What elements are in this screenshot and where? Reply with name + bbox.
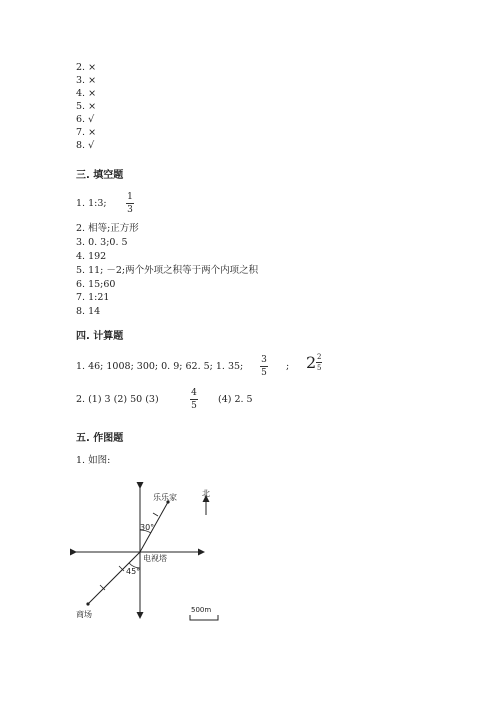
whole-part: 2 [306, 353, 317, 372]
answer-line: 1. 46; 1008; 300; 0. 9; 62. 5; 1. 35; [76, 361, 244, 372]
answer-line: 1. 如图: [76, 455, 111, 466]
scale-bar [190, 615, 218, 620]
answer-line: 6. 15;60 [76, 279, 116, 290]
answer-line: 5. 11; －2;两个外项之积等于两个内项之积 [76, 265, 259, 276]
denominator: 3 [127, 205, 133, 215]
denominator: 5 [261, 368, 267, 378]
numerator: 1 [127, 192, 133, 202]
numerator: 2 [316, 353, 322, 361]
length-tick [153, 513, 158, 516]
label-mall: 商场 [76, 610, 92, 619]
label-angle-45: 45° [126, 567, 141, 576]
answer-line: 7. × [76, 127, 97, 138]
denominator: 5 [316, 364, 322, 372]
answer-line: 4. 192 [76, 251, 107, 262]
section-title: 四. 计算题 [76, 331, 124, 342]
section-title: 三. 填空题 [76, 170, 124, 181]
answer-line: 5. × [76, 101, 97, 112]
answer-line: 8. √ [76, 140, 95, 151]
answer-line: 2. 相等;正方形 [76, 223, 139, 234]
ray-mall [88, 552, 140, 604]
answer-line: 6. √ [76, 114, 95, 125]
answer-line: 2. (1) 3 (2) 50 (3) [76, 394, 159, 405]
answer-line: 4. × [76, 88, 97, 99]
numerator: 4 [191, 388, 197, 398]
label-angle-30: 30° [140, 523, 155, 532]
answer-line: 7. 1:21 [76, 292, 110, 303]
section-title: 五. 作图题 [76, 433, 124, 444]
label-scale: 500m [191, 606, 212, 614]
label-tv-tower: 电视塔 [143, 554, 167, 563]
answer-line-suffix: (4) 2. 5 [218, 394, 253, 405]
answer-line: 2. × [76, 62, 97, 73]
answer-line: 3. × [76, 75, 97, 86]
label-north: 北 [202, 489, 210, 498]
answer-line: 8. 14 [76, 306, 101, 317]
answer-line: 3. 0. 3;0. 5 [76, 237, 128, 248]
numerator: 3 [261, 355, 267, 365]
point-mall [86, 602, 89, 605]
separator: ; [286, 361, 290, 372]
label-lele-home: 乐乐家 [153, 493, 177, 502]
denominator: 5 [191, 401, 197, 411]
answer-line: 1. 1:3; [76, 198, 107, 209]
